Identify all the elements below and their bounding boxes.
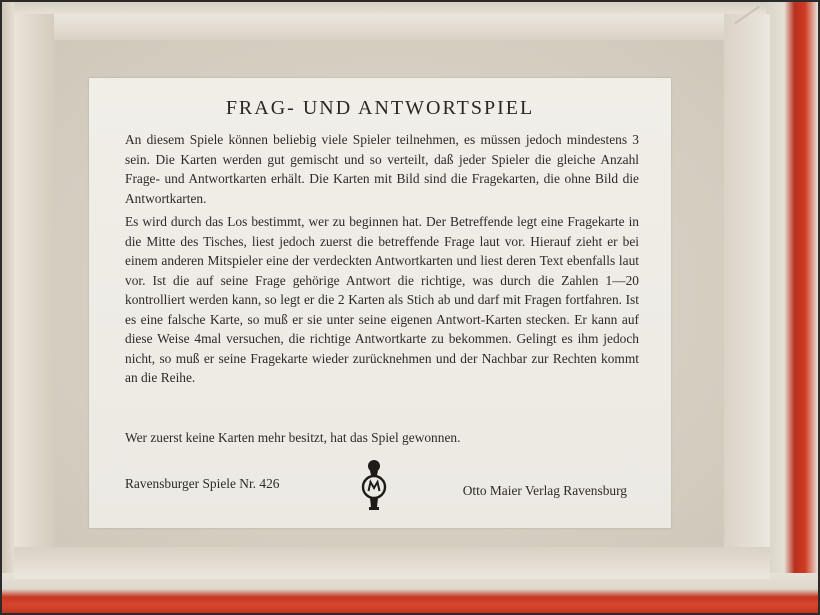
box-inner-wall-top: [14, 14, 770, 40]
box-rim-bottom: [2, 573, 820, 613]
series-number: Ravensburger Spiele Nr. 426: [125, 476, 280, 491]
paragraph-1: An diesem Spiele können beliebig viele Spieler teilnehmen, es müssen jedoch mindestens 3 sein. Die Karten werden gut gemischt und so verteilt, daß jeder Spieler die gleiche Anzahl Frage- und Antwortkarten erhält. Die Karten mit Bild sind die Fragekarten, die ohne Bild die Antwortkarten.: [125, 132, 639, 206]
box-rim-right: [766, 2, 818, 615]
paragraph-2: Es wird durch das Los bestimmt, wer zu beginnen hat. Der Betreffende legt eine Fragekarte in die Mitte des Tisches, liest jedoch zuerst die betreffende Frage laut vor. Hierauf zieht er bei einem anderen Mitspieler eine der verdeckten Antwortkarten und liest deren Text ebenfalls laut vor. Ist die auf seine Frage gehörige Antwort die richtige, was durch die Zahlen 1—20 kontrolliert werden kann, so legt er die 2 Karten als Stich ab und darf mit Fragen fortfahren. Ist es eine falsche Karte, so muß er sie unter seine eigenen Antwort-Karten stecken. Er kann auf diese Weise 4mal versuchen, die richtige Antwortkarte zu bekommen. Gelingt es ihm jedoch nicht, so muß er seine Fragekarte wieder zurücknehmen und der Nachbar zur Rechten kommt an die Reihe.: [125, 214, 639, 385]
box-inner-wall-right: [724, 14, 770, 579]
box-inner-wall-bottom: [14, 547, 770, 579]
paragraph-3: Wer zuerst keine Karten mehr besitzt, hat das Spiel gewonnen.: [125, 430, 461, 445]
instruction-sheet: [89, 78, 671, 528]
sheet-title: FRAG- UND ANTWORTSPIEL: [225, 97, 535, 119]
box-inner-wall-left: [14, 14, 54, 579]
publisher-name: Otto Maier Verlag Ravensburg: [462, 483, 627, 498]
box-rim-top: [2, 2, 820, 14]
ravensburger-figure-logo-icon: [360, 459, 388, 513]
box-rim-left: [2, 2, 14, 615]
